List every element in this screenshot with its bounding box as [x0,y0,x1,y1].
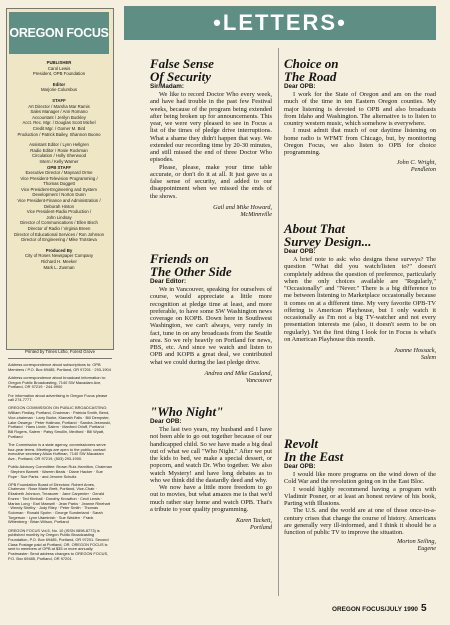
masthead-line: Vice President-Television Programming / [20,175,98,181]
letter-body: We in Vancouver, speaking for ourselves of course, would appreciate a little more recognition at pledge time at least, and more preferable, to have some SW Washington news coverage on KOPB. Down here in Southwest Washington, we can't always, very rarely in fact, tune in on any broadcasts from the Seattle area. So we rely heavily on Portland for news, PBS, etc. And since we watch and listen to OPB and KOPB a great deal, we contributed what we could during the last pledge drive. [150,286,272,366]
credit-paragraph: Public Advisory Committee: Brown Ruiz-Hamilton, Chairman · Stephen Barnett · Warren Beals · Diane Hacker · Sue Pope · Sue Parks · and Jerome Schultz. [8,464,112,479]
letter-headline: False Sense Of Security [150,56,214,84]
letter-body: The last two years, my husband and I have not been able to go out together because of our handicapped child. So we have made a big deal out of what we call "Who Night." After we put the kids to bed, we make a special dessert, or popcorn, and watch Dr. Who together. We also watch Mystery! and have long debates as to who we think did the dastardly deed and why. We now have a little more freedom to go out to movies, but what amazes me is that we'd much rather stay home and watch OPB. That's a tribute to your quality programming. [150,426,272,513]
letter-headline: "Who Night" [150,404,224,419]
letter-false-sense [150,57,272,218]
column-divider [278,48,279,596]
masthead-line: Carol Lewis [47,65,71,71]
salutation: Sir/Madam: [150,83,184,90]
letter-choice-on-road [284,57,436,174]
credit-paragraph: OPB Foundation Board of Directors: Robert Ames, Chairman · Rose Marie Brett, Portland, Vice-Chair · Elizabeth Johnson, Treasurer · Jane Carpenter · Gerald Enzen · Ted Kimball · Dorothy Knowlton · Cecil Lewis · Marian Long · Earl Maxwell · Jean Parks · Jeanne Rinehart · Wendy Shelby · Judy Riley · Peter Smith · Thomas Soloman · Ronald Spohn · George Sunderland · Sarah Torgerson · Lynn Utaminish · Sue Walden · Frank Wittenberg · Brian Wilson, Portland [8,481,111,525]
letter-body: I work for the State of Oregon and am on the road much of the time in ten Eastern Oregon counties. My major listening is devoted to OPB and also broadcasts from Idaho and Washington. The alternative is to listen to country western music, which somehow is everywhere. I must admit that much of our daytime listening on home radio is WFMT from Chicago, but, by monitoring Oregon Focus, we also listen to OPB for choice programming. [284,91,436,156]
masthead-line: Richard H. Meeker [41,259,77,264]
letter-headline: Choice on The Road [284,56,339,84]
signature: John C. Wright, Pendleton [396,159,436,174]
masthead-line: Marjorie Columbus [40,87,78,93]
masthead-line: Editor [52,81,66,87]
masthead-line: John Lindsay [46,214,72,220]
credit-paragraph: OREGON COMMISSION ON PUBLIC BROADCASTING: William Findlay, Portland, Chairman · Patricia Smith, Bend, Vice-chairman · Larry Burke, Klamath Falls · Bill Dempster, Lake Oswego · Peter Hallman, Portland · Sandra Jesmoski, Portland · Hans Linde, Salem · Manford Orloff, Portland · Bill Rogers, Salem · Patsy Smullin, Medford · Bill Wyatt, Portland [8,405,111,439]
masthead-line: STAFF [52,97,66,103]
letter-revolt-east [284,437,436,553]
masthead-line: Circulation / Holly Sherwood [32,153,86,159]
printer-line: Printed by Times Litho, Forest Grove [25,349,95,354]
masthead-line: Art Director / Marsha Mar Ramis [28,103,90,109]
signature: Gail and Mike Howard, McMinnville [213,203,272,218]
masthead-line: Vice President-Engineering and System [21,186,97,192]
letter-headline: Friends on The Other Side [150,251,232,279]
letter-body: I would like more programs on the wind down of the Cold War and the revolution going on in the East Bloc. I would highly recommend having a program with Vladimir Posner, or at least an honest review of his book, Parting with Illusions. The U.S. and the world are at one of those once-in-a-century crises that change the course of history. Americans are generally very ill-informed, and I think it should be a function of public TV to improve the situation. [284,471,436,536]
credit-paragraph: For information about advertising in Oregon Focus please call 274-7777. [8,392,108,403]
issue-label: OREGON FOCUS/JULY 1990 [332,606,418,613]
masthead-line: Director of Radio / Virginia Breen [27,226,91,232]
masthead-line: Intern / Kelly Warner [39,158,79,164]
letter-body: We like to record Doctor Who every week, and have had trouble in the past few Festival weeks, because of the program being extended after being broken up for announcements. This year, we were very pleased to see in Focus a list of the times of pledge drive interruptions. What a shame they didn't happen that way. We extended our recording time by 20-30 minutes, and still missed the end of three Doctor Who episodes. Please, please, make your time table accurate, or don't do it at all. It just gave us a false sense of security, and added to our disappointment when we missed the ends of the shows. [150,91,272,200]
masthead-line: Director of Engineering / Mike Trotsteva [21,237,97,243]
publication-credits [8,363,112,565]
credit-paragraph: Address correspondence about broadcast information to: Oregon Public Broadcasting, 7140 SW Macadam Ave, Portland, OR 97219 · 244-9900 [8,374,106,390]
salutation: Dear OPB: [284,463,316,470]
masthead-line: PUBLISHER [46,60,72,65]
masthead-line: Mark L. Zusman [43,264,75,270]
page-number: 5 [420,603,427,614]
signature: Karen Tackett, Portland [236,517,272,532]
masthead-line: Acct. Rec. Mgr. / Douglas Scott Michel [22,120,96,126]
letter-headline: About That Survey Design... [284,221,372,249]
letter-body: A brief note to ask: who designs these surveys? The question "What did you watch/listen to?" doesn't completely address the question of preference, particularly when the only choices available are "Regularly," "Occasionally" and "Never." There is a big difference to me between listening to Marketplace occasionally because it comes on at a different time. My very favorite OPB-TV offering is American Playhouse, but I only watch it occasionally as I'm not a big TV-watcher and not every presentation interests me (also, it doesn't seem to be on regularly). Yet the first thing I look for in Focus is what's on American Playhouse this month. [284,256,436,343]
masthead-line: Vice President-Radio Production / [26,209,92,215]
signature: Joanne Hossack, Salem [394,347,436,362]
masthead-line: President, OPB Foundation [32,71,86,77]
salutation: Dear OPB: [150,418,182,425]
masthead-line: Director of Communications / Ellen Bisch [20,220,98,226]
credit-paragraph: The Commission is a state agency, commissioners serve four-year terms. Meetings are open to the public; contact executive secretary Alicia Huffman, 7140 SW Macadam Ave., Portland, OR 97219, (503) 293-1900. [8,441,106,461]
salutation: Dear Editor: [150,278,187,285]
masthead-line: Accountant / Jerilyn Buckley [32,114,86,120]
letters-header: •LETTERS• [124,6,436,40]
signature: Andrea and Mike Gauland, Vancouver [204,369,272,384]
masthead-line: Deborah Hinton [43,203,75,209]
letter-who-night [150,405,272,531]
masthead-line: Production / Patrick Bailey, Shannon Buono [17,131,101,137]
masthead-line: Thomas Doggett [43,181,75,187]
masthead-line: Sales Manager / Ann Romano [30,109,88,115]
credit-paragraph: Address correspondence about subscriptions to: OPB Members / P.O. Box 69485, Portland, OR 97201 · 293-1904 [8,362,111,372]
divider [8,358,112,359]
masthead-line: Vice President-Finance and Administration / [17,198,101,204]
letter-survey-design [284,222,436,361]
salutation: Dear OPB: [284,248,316,255]
staff-listing [9,60,109,270]
masthead-line: Development / Norton Dunn [32,192,86,198]
masthead-line: Credit Mgr. / Gomer M. Bird [32,125,86,131]
masthead-line: Executive Director / Maynard Orme [25,170,93,176]
masthead-line: Assistant Editor / Lynn Hellgren [29,142,89,148]
masthead-line: Radio Editor / Rosie Rockman [30,147,88,153]
oregon-focus-logo: OREGON FOCUS [9,12,109,54]
masthead-line: City of Roses Newspaper Company [24,253,94,259]
letter-friends-other-side [150,252,272,384]
masthead-line: Produced By [45,247,73,253]
masthead-line: Director of Educational Services / Ron Johnson [13,231,105,237]
salutation: Dear OPB: [284,83,316,90]
letter-headline: Revolt In the East [284,436,344,464]
page-footer [332,603,444,614]
signature: Morton Seiling, Eugene [397,538,436,553]
credit-paragraph: OREGON FOCUS Vol.5, No. 10 (ISSN 0898-8773) is published monthly by Oregon Public Broadcasting Foundation, P.O. Box 69485, Portland, OR 97201. Second Class Postage paid at Portland, OR. OREGON FOCUS is sent to members of OPB at $35 or more annually. Postmaster: Send address changes to OREGON FOCUS, P.O. Box 69485, Portland, OR 97201. [8,527,109,561]
masthead-line: OPB STAFF [46,164,72,170]
